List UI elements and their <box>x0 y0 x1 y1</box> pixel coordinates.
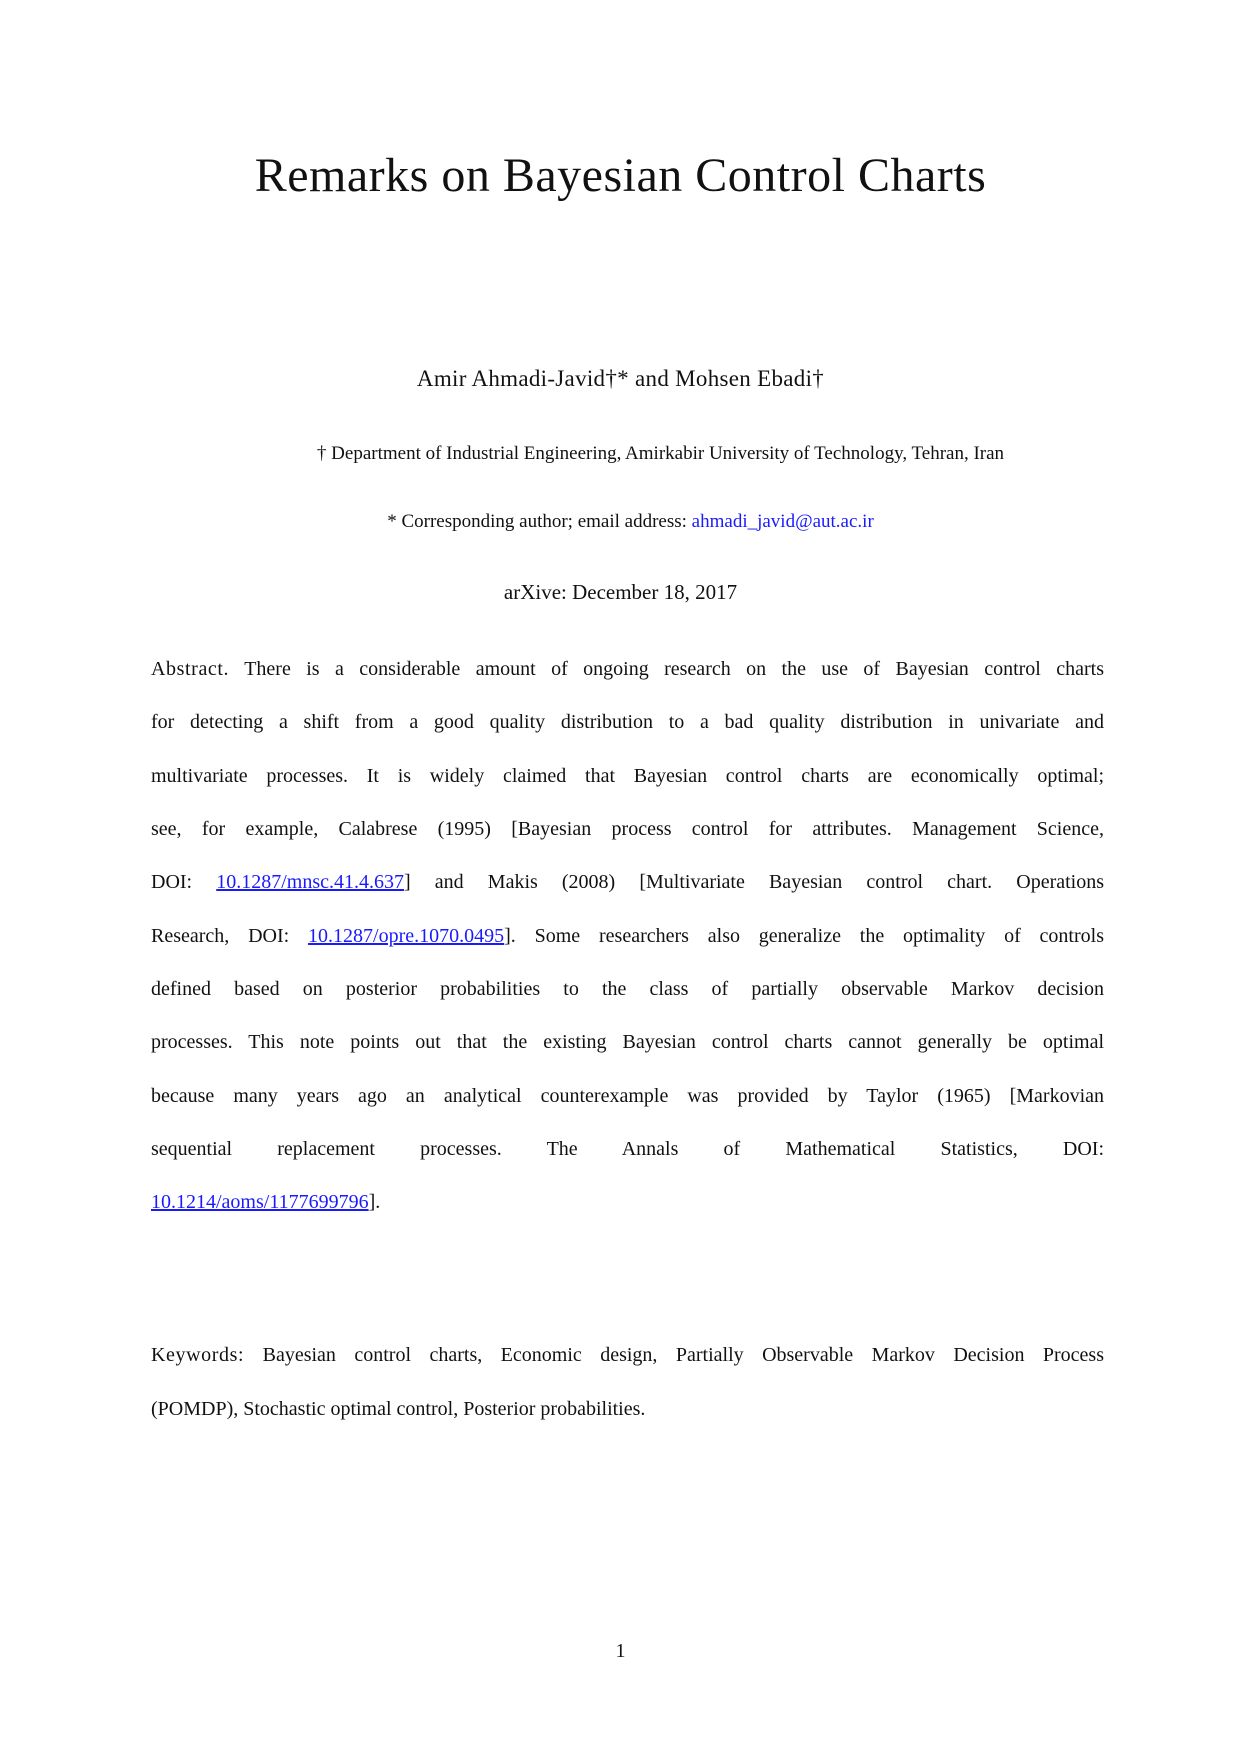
abstract-line <box>151 923 1104 949</box>
abstract-text: There is a considerable amount of ongoing research on the use of Bayesian control charts <box>229 658 1104 680</box>
abstract-text: ]. <box>368 1191 381 1213</box>
corresponding-author <box>10 511 1241 533</box>
abstract-line: for detecting a shift from a good quality distribution to a bad quality distribution in univariate and <box>151 711 1104 733</box>
abstract-label: Abstract. <box>151 658 230 680</box>
affiliation: † Department of Industrial Engineering, Amirkabir University of Technology, Tehran, Iran <box>316 443 1005 464</box>
abstract-line <box>151 656 1104 682</box>
email-link[interactable]: ahmadi_javid@aut.ac.ir <box>691 511 874 532</box>
doi-link-calabrese[interactable]: 10.1287/mnsc.41.4.637 <box>216 871 405 893</box>
authors: Amir Ahmadi-Javid†* and Mohsen Ebadi† <box>416 366 825 391</box>
keywords-line <box>151 1342 1104 1368</box>
abstract-line: see, for example, Calabrese (1995) [Bayesian process control for attributes. Management Science, <box>151 818 1104 840</box>
abstract-text: DOI: <box>151 871 217 893</box>
abstract-line: defined based on posterior probabilities to the class of partially observable Markov decision <box>151 978 1104 1000</box>
paper-title: Remarks on Bayesian Control Charts <box>254 149 987 202</box>
keywords-line: (POMDP), Stochastic optimal control, Posterior probabilities. <box>151 1398 646 1420</box>
page-number: 1 <box>615 1640 626 1662</box>
abstract-line: processes. This note points out that the existing Bayesian control charts cannot generally be optimal <box>151 1031 1104 1053</box>
doi-link-taylor[interactable]: 10.1214/aoms/1177699796 <box>151 1191 369 1213</box>
abstract-line: because many years ago an analytical counterexample was provided by Taylor (1965) [Markovian <box>151 1085 1104 1107</box>
abstract-text: ] and Makis (2008) [Multivariate Bayesian control chart. Operations <box>404 871 1105 893</box>
doi-link-makis[interactable]: 10.1287/opre.1070.0495 <box>308 925 505 947</box>
abstract-line: multivariate processes. It is widely claimed that Bayesian control charts are economically optimal; <box>151 765 1104 787</box>
keywords-label: Keywords: <box>151 1344 245 1366</box>
corresponding-label: * Corresponding author; email address: <box>387 511 692 532</box>
abstract-text: ]. Some researchers also generalize the optimality of controls <box>504 925 1104 947</box>
keywords-text: Bayesian control charts, Economic design, Partially Observable Markov Decision Process <box>244 1344 1104 1366</box>
abstract-line <box>151 1189 1104 1215</box>
abstract-text: Research, DOI: <box>151 925 309 947</box>
arxiv-date: arXive: December 18, 2017 <box>503 580 738 604</box>
abstract-line: sequential replacement processes. The Annals of Mathematical Statistics, DOI: <box>151 1138 1104 1160</box>
abstract-line <box>151 869 1104 895</box>
